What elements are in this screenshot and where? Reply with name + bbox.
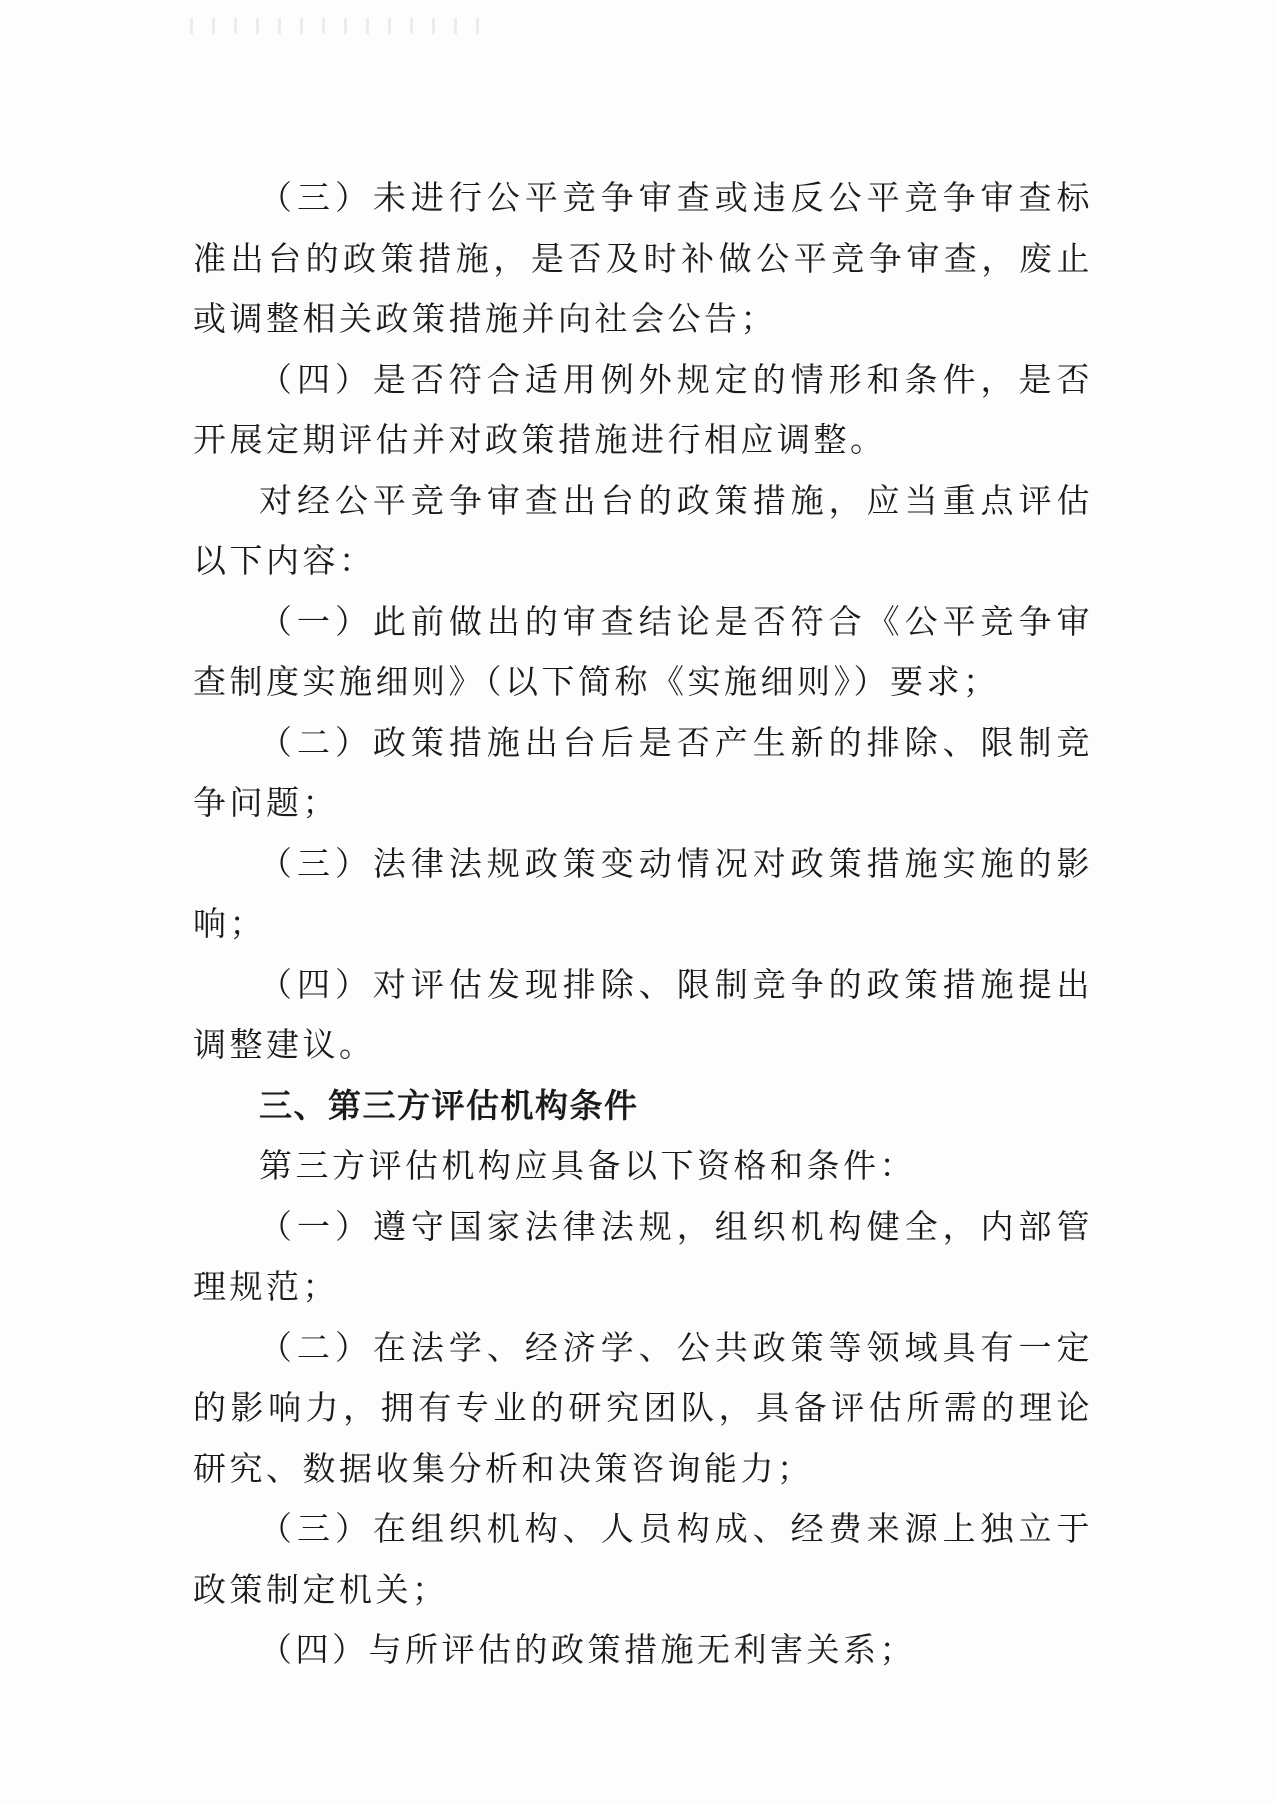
- evaluation-item-2: （二）政策措施出台后是否产生新的排除、限制竞争问题；: [193, 722, 1093, 822]
- scan-artifact: [190, 18, 480, 34]
- paragraph-4: （四）是否符合适用例外规定的情形和条件，是否开展定期评估并对政策措施进行相应调整。: [193, 359, 1093, 459]
- evaluation-item-4: （四）对评估发现排除、限制竞争的政策措施提出调整建议。: [193, 964, 1093, 1064]
- qualification-intro: 第三方评估机构应具备以下资格和条件：: [259, 1146, 916, 1185]
- section-heading-3: 三、第三方评估机构条件: [259, 1085, 639, 1125]
- qualification-item-3: （三）在组织机构、人员构成、经费来源上独立于政策制定机关；: [193, 1509, 1093, 1609]
- qualification-item-2: （二）在法学、经济学、公共政策等领域具有一定的影响力，拥有专业的研究团队，具备评估所需的理论研究、数据收集分析和决策咨询能力；: [193, 1327, 1093, 1488]
- evaluation-item-3: （三）法律法规政策变动情况对政策措施实施的影响；: [193, 843, 1093, 943]
- paragraph-3: （三）未进行公平竞争审查或违反公平竞争审查标准出台的政策措施，是否及时补做公平竞争审查，废止或调整相关政策措施并向社会公告；: [193, 178, 1093, 338]
- document-body: [193, 168, 1093, 1681]
- evaluation-intro: 对经公平竞争审查出台的政策措施，应当重点评估以下内容：: [193, 480, 1093, 580]
- qualification-item-4: （四）与所评估的政策措施无利害关系；: [259, 1630, 916, 1669]
- evaluation-item-1: （一）此前做出的审查结论是否符合《公平竞争审查制度实施细则》（以下简称《实施细则》）要求；: [193, 601, 1093, 701]
- qualification-item-1: （一）遵守国家法律法规，组织机构健全，内部管理规范；: [193, 1206, 1093, 1306]
